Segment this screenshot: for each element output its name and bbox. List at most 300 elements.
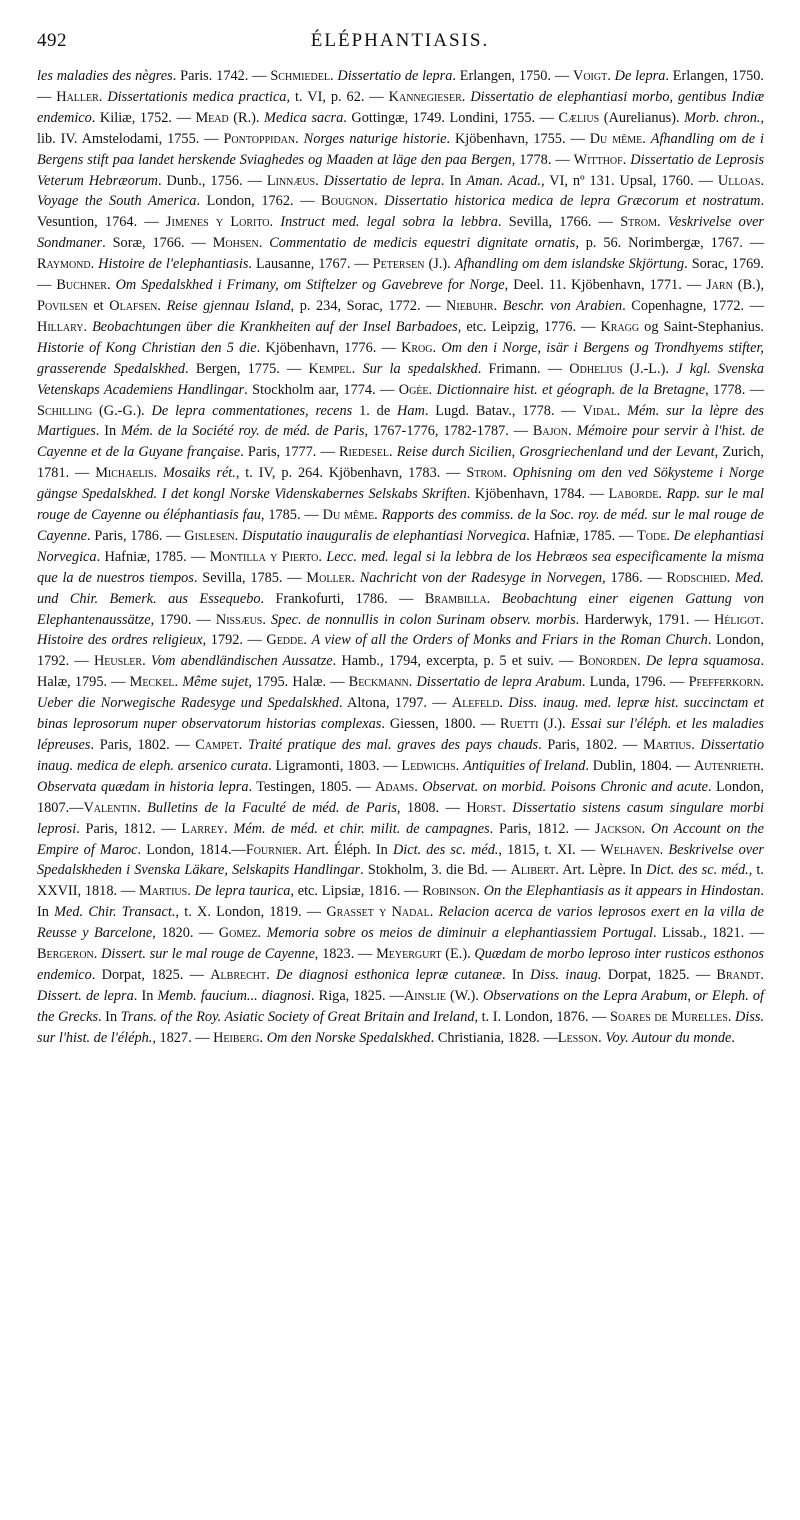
plain-text: . Kjöbenhavn, 1755. — bbox=[446, 130, 590, 147]
plain-text: . Halæ, 1795. — bbox=[37, 653, 765, 691]
plain-text: . Paris, 1777. — bbox=[240, 444, 339, 461]
author-name: Petersen bbox=[372, 256, 425, 273]
plain-text: . bbox=[137, 799, 148, 816]
italic-title: De lepra bbox=[614, 68, 666, 84]
italic-title: Memb. faucium... diagnosi bbox=[157, 987, 311, 1004]
plain-text: . bbox=[408, 674, 417, 691]
author-name: Fournier bbox=[245, 841, 299, 858]
plain-text: . Stokholm, 3. die Bd. — bbox=[360, 862, 511, 879]
author-name: Horst bbox=[466, 799, 503, 816]
italic-title: Dict. des sc. méd. bbox=[646, 862, 749, 879]
plain-text: , p. 234, Sorac, 1772. — bbox=[290, 297, 447, 314]
plain-text: , 1790. — bbox=[150, 611, 216, 628]
plain-text: . In bbox=[502, 966, 531, 983]
author-name: Vidal bbox=[582, 402, 617, 419]
author-name: Bajon bbox=[532, 423, 568, 440]
author-name: Brambilla bbox=[424, 590, 487, 607]
plain-text: . bbox=[98, 88, 108, 105]
plain-text: , lib. IV. Amstelodami, 1755. — bbox=[37, 109, 765, 147]
italic-title: Dissertatio de lepra bbox=[323, 172, 441, 189]
plain-text: . Giessen, 1800. — bbox=[381, 716, 500, 733]
plain-text: , p. 56. Norimbergæ, 1767. — bbox=[575, 235, 764, 252]
italic-title: Sur la spedalskhed bbox=[362, 360, 478, 377]
plain-text: . bbox=[486, 590, 502, 607]
italic-title: Om den i Norge, isär i Bergens og Trondhyems stifter, grasserende Spedalskhed bbox=[37, 339, 765, 377]
running-title: ÉLÉPHANTIASIS. bbox=[310, 30, 490, 51]
italic-title: Veskrivelse over Sondmaner bbox=[37, 214, 764, 252]
author-name: Hillary bbox=[37, 318, 84, 335]
plain-text: , 1785. — bbox=[260, 507, 323, 524]
italic-title: Beobachtung einer eigenen Gattung von Elephantenaussätze bbox=[37, 590, 764, 628]
plain-text: . bbox=[318, 548, 327, 565]
italic-title: Mém. de méd. et chir. milit. de campagnes bbox=[233, 820, 490, 837]
italic-title: De lepra taurica bbox=[194, 883, 291, 900]
italic-title: Reise gjennau Island bbox=[166, 297, 291, 314]
italic-title: Afhandling om dem islandske Skjörtung bbox=[454, 256, 685, 273]
plain-text: og Saint-Stephanius. bbox=[639, 318, 764, 335]
author-name: Robinson bbox=[422, 883, 477, 900]
plain-text: (Aurelianus). bbox=[599, 109, 685, 126]
italic-title: Traité pratique des mal. graves des pays chauds bbox=[247, 737, 539, 753]
plain-text: . bbox=[93, 946, 102, 963]
plain-text: , 1823. — bbox=[314, 946, 377, 963]
plain-text: . Sorac, 1769. — bbox=[37, 256, 764, 294]
italic-title: Aman. Acad. bbox=[466, 172, 541, 189]
plain-text: . In bbox=[98, 1008, 121, 1025]
italic-title: On the Elephantiasis as it appears in Hindostan bbox=[483, 883, 761, 900]
italic-title: Voyage the South America bbox=[37, 193, 197, 210]
author-name: Valentin bbox=[83, 799, 138, 816]
author-name: Ulloas bbox=[717, 172, 761, 189]
page-header bbox=[37, 30, 764, 64]
plain-text: . Sevilla, 1785. — bbox=[193, 569, 307, 586]
italic-title: Dissert. sur le mal rouge de Cayenne bbox=[101, 946, 315, 963]
author-name: Alefeld bbox=[451, 695, 500, 712]
plain-text: . Gottingæ, 1749. Londini, 1755. — bbox=[343, 109, 559, 126]
plain-text: , t. VI, p. 62. — bbox=[286, 88, 389, 105]
plain-text: . Bergen, 1775. — bbox=[185, 360, 309, 377]
author-name: Lesson bbox=[557, 1029, 599, 1046]
author-name: Pontoppidan bbox=[223, 130, 296, 147]
plain-text: . bbox=[259, 1029, 267, 1046]
author-name: Martius bbox=[138, 883, 188, 900]
plain-text: . bbox=[657, 214, 668, 231]
plain-text: . Paris. 1742. — bbox=[172, 68, 271, 84]
italic-title: Disputatio inauguralis de elephantiasi Norvegica bbox=[241, 527, 527, 544]
bibliography-text bbox=[37, 66, 764, 1049]
plain-text: . bbox=[351, 569, 360, 586]
plain-text: . Lugd. Batav., 1778. — bbox=[424, 402, 583, 419]
plain-text: . bbox=[432, 339, 442, 356]
plain-text: . Kiliæ, 1752. — bbox=[91, 109, 196, 126]
italic-title: Mémoire pour servir à l'hist. de Cayenne et de la Guyane française bbox=[37, 423, 764, 461]
author-name: Povilsen bbox=[37, 297, 88, 314]
plain-text: . bbox=[262, 611, 272, 628]
plain-text: . Lausanne, 1767. — bbox=[248, 256, 373, 273]
author-name: Soares de Murelles bbox=[610, 1008, 728, 1025]
author-name: Bougnon bbox=[321, 193, 375, 210]
plain-text: . bbox=[641, 820, 651, 837]
plain-text: , 1767-1776, 1782-1787. — bbox=[364, 423, 533, 440]
italic-title: Instruct med. legal sobra la lebbra bbox=[280, 214, 498, 231]
author-name: Jimenes y Lorito bbox=[165, 214, 270, 231]
author-name: Haller bbox=[56, 88, 99, 105]
plain-text: . bbox=[142, 653, 151, 670]
plain-text: . bbox=[659, 841, 669, 858]
italic-title: Histoire des ordres religieux bbox=[37, 632, 203, 649]
author-name: Raymond bbox=[37, 256, 91, 273]
author-name: Du même bbox=[322, 507, 375, 524]
plain-text: . Erlangen, 1750. — bbox=[37, 68, 765, 105]
plain-text: . bbox=[303, 632, 312, 649]
plain-text: , 1815, t. XI. — bbox=[498, 841, 601, 858]
author-name: Riedesel bbox=[338, 444, 390, 461]
author-name: Grasset y Nadal bbox=[326, 904, 430, 921]
plain-text: . bbox=[598, 1029, 606, 1046]
author-name: Gislesen bbox=[184, 527, 235, 544]
plain-text: . bbox=[374, 507, 382, 524]
plain-text: , t. IV, p. 264. Kjöbenhavn, 1783. — bbox=[235, 465, 467, 482]
plain-text: . bbox=[329, 68, 338, 84]
plain-text: . Copenhagne, 1772. — bbox=[622, 297, 765, 314]
italic-title: Observata quædam in historia lepra bbox=[37, 778, 249, 795]
author-name: Ledwichs bbox=[401, 757, 456, 774]
plain-text: . In bbox=[440, 172, 467, 189]
author-name: Krog bbox=[401, 339, 433, 356]
plain-text: . bbox=[266, 966, 276, 983]
plain-text: . bbox=[476, 883, 484, 900]
plain-text: . bbox=[90, 256, 99, 273]
italic-title: Ueber die Norwegische Radesyge und Spedalskhed bbox=[37, 695, 339, 712]
author-name: Strom bbox=[466, 465, 504, 482]
italic-title: Diss. sur l'hist. de l'éléph. bbox=[37, 1008, 765, 1046]
plain-text: . London, 1762. — bbox=[196, 193, 322, 210]
italic-title: Observat. on morbid. Poisons Chronic and acute bbox=[422, 778, 708, 795]
italic-title: On Account on the Empire of Maroc bbox=[37, 820, 764, 858]
italic-title: Beskrivelse over Spedalskheden i Svenska Läkare, Selskapits Handlingar bbox=[37, 841, 764, 879]
plain-text: . bbox=[461, 88, 471, 105]
plain-text: . Dublin, 1804. — bbox=[585, 757, 694, 774]
plain-text: Dorpat, 1825. — bbox=[601, 966, 717, 983]
plain-text: (R.). bbox=[228, 109, 265, 126]
plain-text: . Lunda, 1796. — bbox=[581, 674, 689, 691]
italic-title: Dissertatio historica medica de lepra Græcorum et nostratum bbox=[384, 193, 761, 210]
italic-title: Dissertatio sistens casum singulare morbi leprosi bbox=[37, 799, 764, 837]
author-name: Ainslie bbox=[403, 987, 446, 1004]
plain-text: . bbox=[726, 569, 736, 586]
plain-text: . Lissab., 1821. — bbox=[653, 925, 764, 942]
plain-text: . Altona, 1797. — bbox=[338, 695, 452, 712]
plain-text: . bbox=[315, 172, 324, 189]
plain-text: (E.). bbox=[441, 946, 475, 963]
plain-text: . Paris, 1802. — bbox=[538, 737, 643, 753]
plain-text: . In bbox=[95, 423, 121, 440]
plain-text: (B.), bbox=[732, 277, 765, 294]
author-name: Moller bbox=[306, 569, 352, 586]
italic-title: Quædam de morbo leproso inter rusticos esthonos endemico bbox=[37, 946, 764, 983]
plain-text: , 1795. Halæ. — bbox=[248, 674, 349, 691]
plain-text: . In bbox=[37, 883, 764, 921]
author-name: Buchner bbox=[56, 277, 107, 294]
author-name: Olafsen bbox=[109, 297, 158, 314]
plain-text: (W.). bbox=[445, 987, 483, 1004]
plain-text: . bbox=[727, 1008, 736, 1025]
author-name: Gedde bbox=[266, 632, 304, 649]
author-name: Ogée bbox=[398, 381, 429, 398]
plain-text: . bbox=[174, 674, 183, 691]
plain-text: . Paris, 1786. — bbox=[87, 527, 185, 544]
author-name: Cælius bbox=[558, 109, 600, 126]
author-name: Albrecht bbox=[210, 966, 267, 983]
plain-text: . bbox=[658, 486, 667, 503]
plain-text: . bbox=[83, 318, 93, 335]
italic-title: De lepra squamosa bbox=[645, 653, 761, 670]
italic-title: Relacion acerca de varios leprosos exert en la villa de Reusse y Barcelone bbox=[37, 904, 765, 942]
plain-text: . Paris, 1812. — bbox=[76, 820, 182, 837]
italic-title: Afhandling om de i Bergens stift paa landet herskende Sviaghedes og Maaden at läge den paa Bergen bbox=[37, 130, 765, 168]
italic-title: Dissertatio de lepra bbox=[337, 68, 453, 84]
italic-title: Mosaiks rét. bbox=[162, 465, 236, 482]
plain-text: . London, 1792. — bbox=[37, 632, 765, 670]
author-name: Heiberg bbox=[213, 1029, 260, 1046]
plain-text: . bbox=[607, 68, 615, 84]
plain-text: . bbox=[374, 193, 385, 210]
author-name: Adams bbox=[374, 778, 415, 795]
author-name: Jackson bbox=[594, 820, 642, 837]
italic-title: Dissertatio de elephantiasi morbo, gentibus Indiæ endemico bbox=[37, 88, 764, 126]
plain-text: , VI, nº 131. Upsal, 1760. — bbox=[540, 172, 718, 189]
italic-title: Beobachtungen über die Krankheiten auf der Insel Barbadoes bbox=[92, 318, 458, 335]
plain-text: (J.). bbox=[424, 256, 455, 273]
plain-text: . bbox=[493, 297, 503, 314]
plain-text: (J.-L.). bbox=[622, 360, 677, 377]
plain-text: , t. I. London, 1876. — bbox=[474, 1008, 611, 1025]
plain-text: . Art. Éléph. In bbox=[298, 841, 393, 858]
author-name: Beckmann bbox=[348, 674, 409, 691]
italic-title: Dictionnaire hist. et géograph. de la Bretagne bbox=[436, 381, 706, 398]
plain-text: . Paris, 1802. — bbox=[90, 737, 196, 753]
author-name: Kempel bbox=[308, 360, 352, 377]
author-name: Meckel bbox=[129, 674, 175, 691]
plain-text: . bbox=[691, 737, 701, 753]
italic-title: Dissertatio de lepra Arabum bbox=[416, 674, 582, 691]
plain-text: , 1786. — bbox=[602, 569, 667, 586]
author-name: Voigt bbox=[573, 68, 608, 84]
author-name: Gomez bbox=[218, 925, 258, 942]
plain-text: . bbox=[187, 883, 195, 900]
author-name: Pfefferkorn bbox=[688, 674, 761, 691]
plain-text: . bbox=[257, 925, 267, 942]
italic-title: Med. Chir. Transact. bbox=[54, 904, 176, 921]
author-name: Tode bbox=[637, 527, 667, 544]
plain-text: . bbox=[414, 778, 423, 795]
plain-text: . Dunb., 1756. — bbox=[157, 172, 267, 189]
plain-text: et bbox=[87, 297, 110, 314]
plain-text: , 1792. — bbox=[202, 632, 267, 649]
plain-text: . bbox=[153, 465, 163, 482]
plain-text: . bbox=[258, 235, 270, 252]
plain-text: . London, 1807.— bbox=[37, 778, 764, 816]
author-name: Du même bbox=[589, 130, 643, 147]
author-name: Jarn bbox=[706, 277, 733, 294]
italic-title: Morb. chron. bbox=[684, 109, 761, 126]
italic-title: Norges naturige historie bbox=[303, 130, 447, 147]
author-name: Larrey bbox=[181, 820, 225, 837]
author-name: Autenrieth bbox=[693, 757, 761, 774]
plain-text: . bbox=[428, 381, 437, 398]
plain-text: . bbox=[269, 214, 281, 231]
italic-title: Antiquities of Ireland bbox=[463, 757, 586, 774]
italic-title: De elephantiasi Norvegica bbox=[37, 527, 764, 565]
italic-title: Med. und Chir. Bemerk. aus Essequebo bbox=[37, 569, 764, 607]
italic-title: Voy. Autour du monde bbox=[605, 1029, 732, 1046]
author-name: Linnæus bbox=[266, 172, 316, 189]
plain-text: . bbox=[455, 757, 464, 774]
plain-text: . bbox=[760, 757, 764, 774]
author-name: Meyergurt bbox=[376, 946, 442, 963]
author-name: Schmiedel bbox=[270, 68, 330, 84]
author-name: Rodschied bbox=[666, 569, 727, 586]
italic-title: Dissertatio inaug. medica de eleph. arsenico curata bbox=[37, 737, 764, 774]
plain-text: . bbox=[666, 527, 674, 544]
plain-text: . bbox=[295, 130, 304, 147]
italic-title: Beschr. von Arabien bbox=[502, 297, 623, 314]
italic-title: Dissertationis medica practica bbox=[107, 88, 287, 105]
plain-text: . Paris, 1812. — bbox=[489, 820, 595, 837]
plain-text: . bbox=[760, 966, 764, 983]
plain-text: . Kjöbenhavn, 1784. — bbox=[466, 486, 609, 503]
author-name: Welhaven bbox=[600, 841, 660, 858]
plain-text: , Deel. 11. Kjöbenhavn, 1771. — bbox=[504, 277, 707, 294]
italic-title: De lepra commentationes, recens bbox=[151, 402, 353, 419]
plain-text: . Kjöbenhavn, 1776. — bbox=[256, 339, 402, 356]
italic-title: Rapp. sur le mal rouge de Cayenne ou éléphantiasis fau bbox=[37, 486, 764, 524]
plain-text: . bbox=[503, 465, 513, 482]
plain-text: . Christiania, 1828. — bbox=[430, 1029, 558, 1046]
plain-text: . bbox=[567, 423, 577, 440]
author-name: Héligot bbox=[713, 611, 761, 628]
author-name: Mead bbox=[195, 109, 229, 126]
plain-text: , t. XXVII, 1818. — bbox=[37, 862, 764, 900]
plain-text: , 1827. — bbox=[152, 1029, 214, 1046]
author-name: Strom bbox=[620, 214, 658, 231]
italic-title: les maladies des nègres bbox=[37, 68, 173, 84]
plain-text: . bbox=[642, 130, 651, 147]
author-name: Witthof bbox=[573, 151, 623, 168]
plain-text: . Harderwyk, 1791. — bbox=[575, 611, 714, 628]
italic-title: Rapports des commiss. de la Soc. roy. de méd. sur le mal rouge de Cayenne bbox=[37, 507, 764, 544]
italic-title: Dissert. de lepra bbox=[37, 987, 134, 1004]
italic-title: Dissertatio de Leprosis Veterum Hebræorum bbox=[37, 151, 765, 189]
plain-text: , etc. Lipsiæ, 1816. — bbox=[290, 883, 423, 900]
plain-text: . Frimann. — bbox=[477, 360, 570, 377]
plain-text: . Hamb., 1794, excerpta, p. 5 et suiv. — bbox=[332, 653, 579, 670]
plain-text: . Vesuntion, 1764. — bbox=[37, 193, 765, 231]
author-name: Odhelius bbox=[569, 360, 623, 377]
author-name: Campet bbox=[195, 737, 239, 753]
plain-text: . Sevilla, 1766. — bbox=[497, 214, 621, 231]
plain-text: . bbox=[637, 653, 646, 670]
plain-text: , t. X. London, 1819. — bbox=[175, 904, 327, 921]
italic-title: Medica sacra bbox=[264, 109, 344, 126]
author-name: Ruetti bbox=[500, 716, 539, 733]
italic-title: De diagnosi esthonica lepræ cutaneæ bbox=[275, 966, 503, 983]
plain-text: , 1778. — bbox=[705, 381, 764, 398]
plain-text: . In bbox=[133, 987, 158, 1004]
italic-title: Bulletins de la Faculté de méd. de Paris bbox=[147, 799, 397, 816]
plain-text: . bbox=[429, 904, 439, 921]
plain-text: . bbox=[622, 151, 631, 168]
italic-title: Même sujet bbox=[182, 674, 249, 691]
plain-text: . Ligramonti, 1803. — bbox=[268, 757, 402, 774]
plain-text: . Art. Lèpre. In bbox=[555, 862, 647, 879]
plain-text: . bbox=[760, 172, 765, 189]
plain-text: . Hafniæ, 1785. — bbox=[96, 548, 210, 565]
plain-text: . bbox=[234, 527, 242, 544]
plain-text: . bbox=[760, 674, 764, 691]
author-name: Heusler bbox=[93, 653, 143, 670]
author-name: Schilling bbox=[37, 402, 93, 419]
italic-title: Observations on the Lepra Arabum, or Eleph. of the Grecks bbox=[37, 987, 764, 1025]
italic-title: Mém. de la Société roy. de méd. de Paris bbox=[120, 423, 365, 440]
plain-text: . bbox=[502, 799, 513, 816]
plain-text: . Erlangen, 1750. — bbox=[452, 68, 573, 84]
author-name: Montilla y Pierto bbox=[209, 548, 319, 565]
italic-title: Mém. sur la lèpre des Martigues bbox=[37, 402, 764, 440]
plain-text: , etc. Leipzig, 1776. — bbox=[457, 318, 601, 335]
plain-text: . bbox=[760, 611, 764, 628]
italic-title: Dict. des sc. méd. bbox=[392, 841, 499, 858]
plain-text: (J.). bbox=[538, 716, 571, 733]
plain-text: . Frankofurti, 1786. — bbox=[260, 590, 425, 607]
plain-text: . bbox=[499, 695, 509, 712]
italic-title: Nachricht von der Radesyge in Norvegen bbox=[359, 569, 603, 586]
italic-title: Vom abendländischen Aussatze bbox=[150, 653, 333, 670]
plain-text: , 1820. — bbox=[152, 925, 219, 942]
author-name: Michaelis bbox=[95, 465, 154, 482]
italic-title: Trans. of the Roy. Asiatic Society of Great Britain and Ireland bbox=[120, 1008, 475, 1025]
italic-title: Ophisning om den ved Sökysteme i Norge gängse Spedalskhed. I det kongl Norske Videnskabernes Selskabs Skriften bbox=[37, 465, 764, 503]
plain-text: (G.-G.). bbox=[92, 402, 152, 419]
italic-title: Histoire de l'elephantiasis bbox=[98, 256, 249, 273]
author-name: Martius bbox=[642, 737, 692, 753]
plain-text: . Soræ, 1766. — bbox=[102, 235, 213, 252]
author-name: Brandt bbox=[716, 966, 761, 983]
plain-text: . bbox=[224, 820, 234, 837]
plain-text: . Testingen, 1805. — bbox=[248, 778, 375, 795]
plain-text: . bbox=[351, 360, 363, 377]
author-name: Mohsen bbox=[212, 235, 259, 252]
plain-text: . bbox=[389, 444, 397, 461]
author-name: Bonorden bbox=[578, 653, 638, 670]
plain-text: , Zurich, 1781. — bbox=[37, 444, 765, 482]
author-name: Alibert bbox=[510, 862, 556, 879]
italic-title: Historie of Kong Christian den 5 die bbox=[37, 339, 257, 356]
author-name: Niebuhr bbox=[446, 297, 494, 314]
plain-text: . bbox=[157, 297, 167, 314]
plain-text: , 1808. — bbox=[396, 799, 467, 816]
plain-text: . bbox=[238, 737, 248, 753]
plain-text: . Hafniæ, 1785. — bbox=[526, 527, 638, 544]
author-name: Nissæus bbox=[215, 611, 263, 628]
italic-title: J kgl. Svenska Vetenskaps Academiens Handlingar bbox=[37, 360, 765, 398]
italic-title: Ham bbox=[397, 402, 425, 419]
plain-text: . bbox=[106, 277, 116, 294]
page-number: 492 bbox=[37, 30, 67, 51]
plain-text: . Riga, 1825. — bbox=[311, 987, 404, 1004]
italic-title: Essai sur l'éléph. et les maladies lépreuses bbox=[37, 716, 764, 753]
italic-title: Commentatio de medicis equestri dignitate ornatis bbox=[269, 235, 576, 252]
